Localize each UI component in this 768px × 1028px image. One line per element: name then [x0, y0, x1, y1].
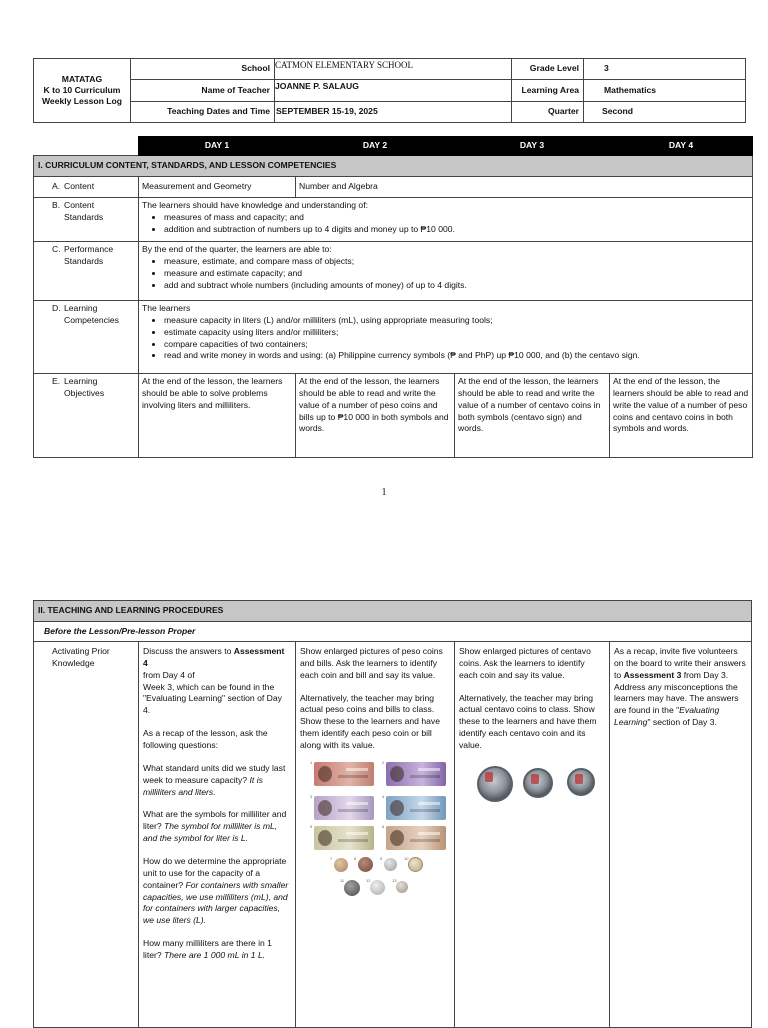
peso-coin-image [408, 857, 423, 872]
peso-bill-image [314, 762, 374, 786]
teacher-label: Name of Teacher [131, 80, 275, 102]
list-item: • add and subtract whole numbers (including amounts of money) of up to 4 digits. [164, 280, 749, 292]
peso-bill-image [386, 762, 446, 786]
peso-bill-image [386, 826, 446, 850]
quarter-value: Second [584, 102, 746, 123]
section-2-subtitle: Before the Lesson/Pre-lesson Proper [34, 622, 752, 642]
objective-day1: At the end of the lesson, the learners should be able to solve problems involving liters and milliliters. [139, 374, 296, 458]
grade-value: 3 [584, 59, 746, 80]
page-number: 1 [381, 487, 387, 498]
procedure-day2: Show enlarged pictures of peso coins and bills. Ask the learners to identify each coin and bill and say its value. Alternatively, the teacher may bring actual peso coins and bills to class. Show these to the learners and have them identify each peso coin or bill along with its value. 1 2 3 4 5 6 7 8 9 10 11 12 13 [296, 642, 455, 1028]
list-item: • measure and estimate capacity; and [164, 268, 749, 280]
area-label: Learning Area [512, 80, 584, 102]
area-value: Mathematics [584, 80, 746, 102]
procedure-day1: Discuss the answers to Assessment 4 from Day 4 of Week 3, which can be found in the "Evaluating Learning" section of Day 4. As a recap of the lesson, ask the following questions: What standard units did we study last week to measure capacity? It is milliliters and liters. What are the symbols for milliliter and liter? The symbol for milliliter is mL, and the symbol for liter is L. How do we determine the appropriate unit to use for the capacity of a container? For containers with smaller capacities, we use milliliters (mL), and for containers with larger capacities, we use liters (L). How many milliliters are there in 1 liter? There are 1 000 mL in 1 L. [139, 642, 296, 1028]
list-item: • read and write money in words and using: (a) Philippine currency symbols (₱ and PhP) up ₱10 000, and (b) the centavo sign. [164, 350, 749, 362]
content-standards-row [34, 198, 753, 242]
title-line-1: MATATAG [61, 73, 103, 84]
competencies-label: D. Learning Competencies [34, 301, 139, 374]
centavo-coin-image [523, 768, 553, 798]
list-item: • estimate capacity using liters and/or milliliters; [164, 327, 749, 339]
peso-coin-image [358, 857, 373, 872]
performance-standards-row [34, 242, 753, 301]
activating-prior-knowledge-row [34, 642, 752, 1028]
school-label: School [131, 59, 275, 80]
peso-coin-image [344, 880, 360, 896]
section-1-title: I. CURRICULUM CONTENT, STANDARDS, AND LESSON COMPETENCIES [34, 156, 753, 177]
quarter-label: Quarter [512, 102, 584, 123]
objectives-row [34, 374, 753, 458]
content-row [34, 177, 753, 198]
peso-bill-image [314, 826, 374, 850]
objective-day4: At the end of the lesson, the learners should be able to read and write the value of a number of peso coins and centavo coins in both symbols and words. [610, 374, 753, 458]
peso-bill-image [386, 796, 446, 820]
title-line-2: K to 10 Curriculum [43, 84, 121, 95]
list-item: • measure capacity in liters (L) and/or milliliters (mL), using appropriate measuring tools; [164, 315, 749, 327]
content-standards-label: B. Content Standards [34, 198, 139, 242]
objective-day2: At the end of the lesson, the learners should be able to read and write the value of a number of peso coins and bills up to ₱10 000 in both symbols and words. [296, 374, 455, 458]
dates-value: SEPTEMBER 15-19, 2025 [275, 102, 512, 123]
activating-prior-knowledge-label: Activating Prior Knowledge [34, 642, 139, 1028]
curriculum-table [33, 136, 753, 458]
performance-standards-text: By the end of the quarter, the learners are able to: • measure, estimate, and compare mass of objects; • measure and estimate capacity; and • add and subtract whole numbers (including amounts of money) of up to 4 digits. [139, 242, 753, 301]
document-title [34, 59, 131, 123]
peso-coin-image [384, 858, 397, 871]
content-day2: Number and Algebra [296, 177, 753, 198]
objectives-label: E. Learning Objectives [34, 374, 139, 458]
list-item: • measure, estimate, and compare mass of objects; [164, 256, 749, 268]
day-header-row [34, 137, 753, 156]
day-3-header: DAY 3 [455, 137, 610, 156]
competencies-text: The learners • measure capacity in liters (L) and/or milliliters (mL), using appropriate measuring tools; • estimate capacity using liters and/or milliliters; • compare capacities of two containers; • read and write money in words and using: (a) Philippine currency symbols (₱ and PhP) up ₱10 000, and (b) the centavo sign. [139, 301, 753, 374]
procedure-day3: Show enlarged pictures of centavo coins. Ask the learners to identify each coin and say its value. Alternatively, the teacher may bring actual centavo coins to class. Show these to the learners and have them identify each centavo coin and its value. [455, 642, 610, 1028]
day-1-header: DAY 1 [139, 137, 296, 156]
content-day1: Measurement and Geometry [139, 177, 296, 198]
lesson-log-header [33, 58, 746, 123]
peso-bill-image [314, 796, 374, 820]
content-standards-text: The learners should have knowledge and understanding of: • measures of mass and capacity; and • addition and subtraction of numbers up to 4 digits and money up to ₱10 000. [139, 198, 753, 242]
dates-label: Teaching Dates and Time [131, 102, 275, 123]
teacher-value: JOANNE P. SALAUG [275, 80, 512, 102]
peso-coin-image [334, 858, 348, 872]
performance-standards-label: C. Performance Standards [34, 242, 139, 301]
list-item: • measures of mass and capacity; and [164, 212, 749, 224]
title-line-3: Weekly Lesson Log [41, 96, 123, 107]
peso-coin-image [370, 880, 385, 895]
peso-coin-image [396, 881, 408, 893]
competencies-row [34, 301, 753, 374]
centavo-coin-image [477, 766, 513, 802]
centavo-coin-image [567, 768, 595, 796]
content-label: A. Content [34, 177, 139, 198]
school-value: CATMON ELEMENTARY SCHOOL [275, 59, 512, 80]
procedures-table [33, 600, 752, 1028]
list-item: • addition and subtraction of numbers up to 4 digits and money up to ₱10 000. [164, 224, 749, 236]
list-item: • compare capacities of two containers; [164, 339, 749, 351]
objective-day3: At the end of the lesson, the learners should be able to read and write the value of a number of centavo coins in both symbols (centavo sign) and words. [455, 374, 610, 458]
peso-money-images: 1 2 3 4 5 6 7 8 9 10 11 12 13 [300, 760, 450, 910]
centavo-coins-images [459, 766, 605, 810]
day-2-header: DAY 2 [296, 137, 455, 156]
grade-label: Grade Level [512, 59, 584, 80]
procedure-day4: As a recap, invite five volunteers on the board to write their answers to Assessment 3 from Day 3. Address any misconceptions the learners may have. The answers are found in the "Evaluating Learning" section of Day 3. [610, 642, 752, 1028]
section-2-title: II. TEACHING AND LEARNING PROCEDURES [34, 601, 752, 622]
day-4-header: DAY 4 [610, 137, 753, 156]
